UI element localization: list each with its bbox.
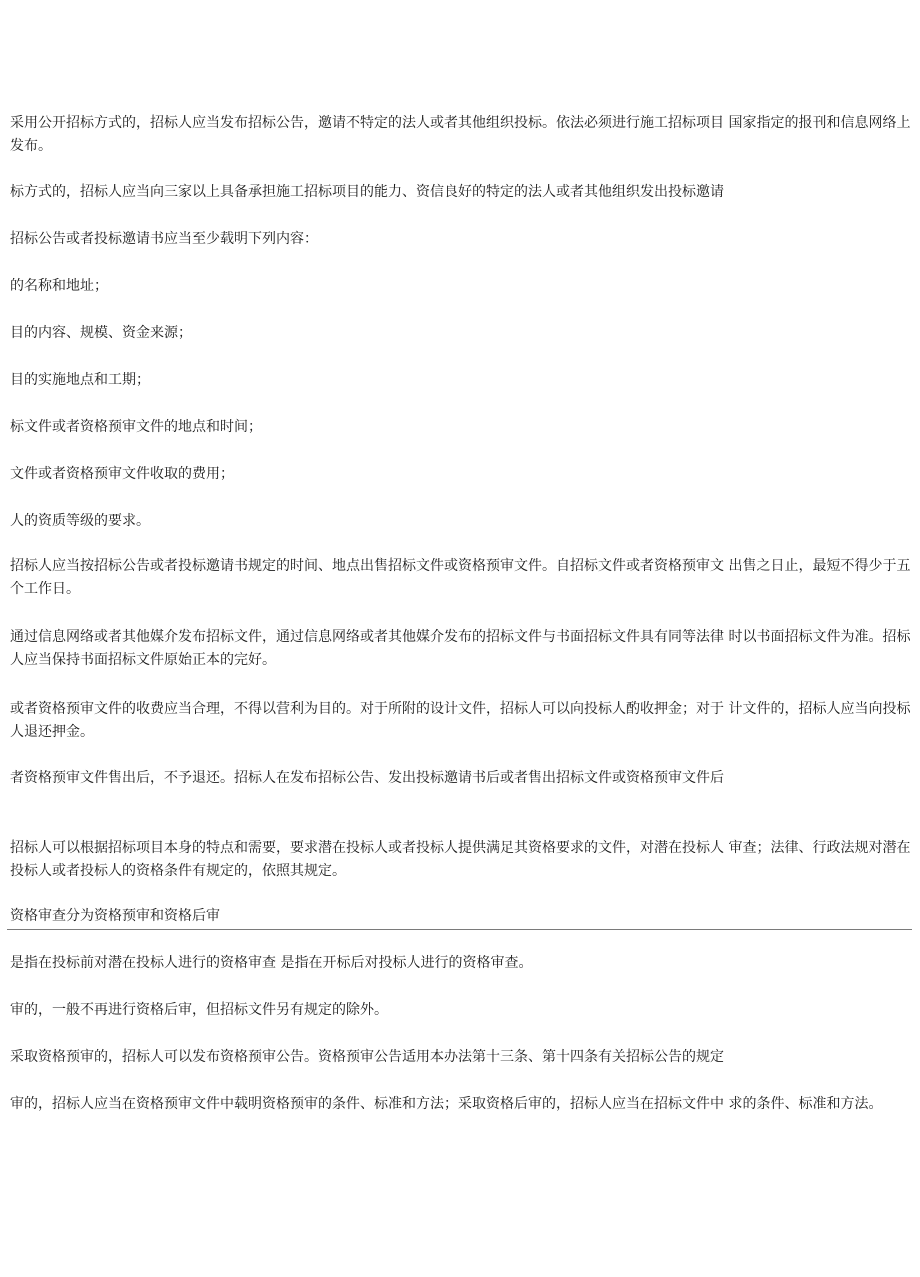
paragraph-open-tender: 采用公开招标方式的，招标人应当发布招标公告，邀请不特定的法人或者其他组织投标。依法必须进行施工招标项目 国家指定的报刊和信息网络上发布。 [10,115,911,154]
paragraph-fees-deposit: 或者资格预审文件的收费应当合理，不得以营利为目的。对于所附的设计文件，招标人可以向投标人酌收押金；对于 计文件的，招标人应当向投标人退还押金。 [10,701,911,740]
horizontal-divider [7,929,912,930]
paragraph-review-criteria: 审的，招标人应当在资格预审文件中载明资格预审的条件、标准和方法；采取资格后审的，招标人应当在招标文件中 求的条件、标准和方法。 [10,1096,883,1112]
list-item-project-content: 目的内容、规模、资金来源； [10,325,192,341]
paragraph-electronic-docs: 通过信息网络或者其他媒介发布招标文件，通过信息网络或者其他媒介发布的招标文件与书面招标文件具有同等法律 时以书面招标文件为准。招标人应当保持书面招标文件原始正本的完好。 [10,629,911,668]
paragraph-review-definitions: 是指在投标前对潜在投标人进行的资格审查 是指在开标后对投标人进行的资格审查。 [10,955,533,971]
section-heading-qualification-review: 资格审查分为资格预审和资格后审 [10,908,220,924]
paragraph-sale-period: 招标人应当按招标公告或者投标邀请书规定的时间、地点出售招标文件或资格预审文件。自招标文件或者资格预审文 出售之日止，最短不得少于五个工作日。 [10,558,911,597]
paragraph-invited-tender: 标方式的，招标人应当向三家以上具备承担施工招标项目的能力、资信良好的特定的法人或者其他组织发出投标邀请 [10,184,724,200]
list-item-name-address: 的名称和地址； [10,278,108,294]
list-item-qualification: 人的资质等级的要求。 [10,513,150,529]
list-item-document-place-time: 标文件或者资格预审文件的地点和时间； [10,419,262,435]
paragraph-no-refund: 者资格预审文件售出后，不予退还。招标人在发布招标公告、发出投标邀请书后或者售出招标文件或资格预审文件后 [10,770,724,786]
paragraph-qualification-docs: 招标人可以根据招标项目本身的特点和需要，要求潜在投标人或者投标人提供满足其资格要求的文件，对潜在投标人 审查；法律、行政法规对潜在投标人或者投标人的资格条件有规定的，依照其规定。 [10,840,911,879]
paragraph-notice-contents: 招标公告或者投标邀请书应当至少载明下列内容： [10,231,318,247]
list-item-document-fee: 文件或者资格预审文件收取的费用； [10,466,234,482]
paragraph-prequalification-notice: 采取资格预审的，招标人可以发布资格预审公告。资格预审公告适用本办法第十三条、第十四条有关招标公告的规定 [10,1049,724,1065]
paragraph-no-post-review: 审的，一般不再进行资格后审，但招标文件另有规定的除外。 [10,1002,388,1018]
list-item-location-period: 目的实施地点和工期； [10,372,150,388]
